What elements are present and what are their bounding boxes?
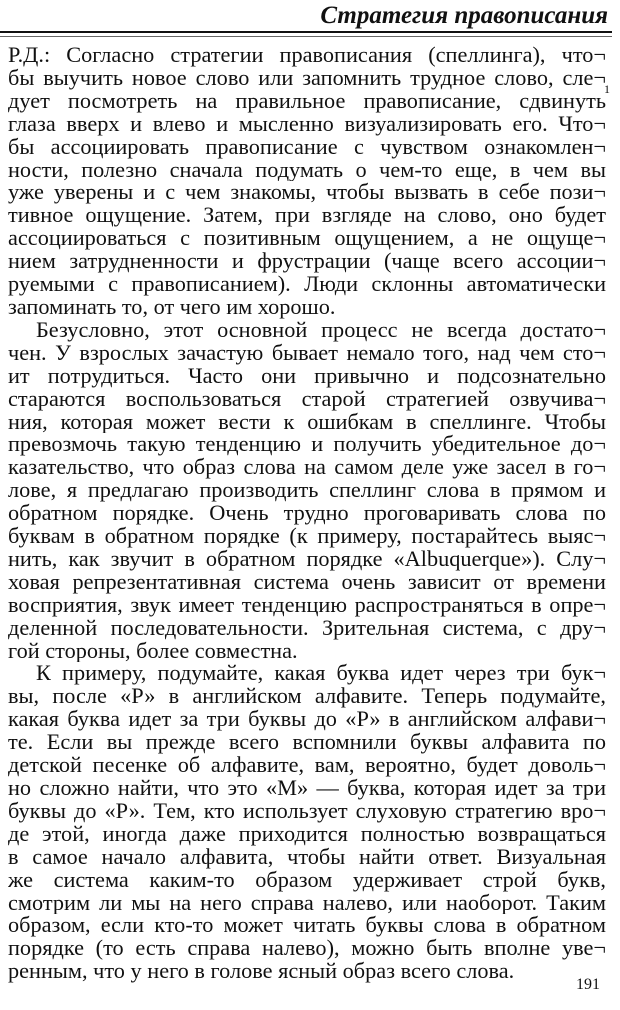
text-line: ховая репрезентативная система очень зависит от времени — [8, 570, 606, 594]
text-line: бы выучить новое слово или запомнить трудное слово, сле¬ — [8, 66, 606, 90]
text-line: деленной последовательности. Зрительная система, с дру¬ — [8, 616, 606, 640]
text-line: ренным, что у него в голове ясный образ всего слова. — [8, 960, 515, 984]
text-line: ния, которая может вести к ошибкам в спеллинге. Чтобы — [8, 410, 606, 434]
text-line: буквам в обратном порядке (к примеру, постарайтесь выяс¬ — [8, 525, 606, 548]
text-line: порядке (то есть справа налево), можно быть вполне уве¬ — [8, 937, 606, 961]
paragraph — [8, 44, 606, 319]
text-line: в самое начало алфавита, чтобы найти ответ. Визуальная — [8, 845, 606, 869]
text-line: чен. У взрослых зачастую бывает немало того, над чем сто¬ — [8, 341, 606, 365]
text-line: де этой, иногда даже приходится полностью возвращаться — [8, 822, 606, 846]
text-line: образом, если кто-то может читать буквы слова в обратном — [8, 914, 606, 938]
text-line: ит потрудиться. Часто они привычно и подсознательно — [8, 364, 606, 388]
text-line: запоминать то, от чего им хорошо. — [8, 295, 336, 319]
header-rule-thin — [0, 36, 612, 37]
text-line: уже уверены и с чем знакомы, чтобы вызвать в себе пози¬ — [8, 181, 606, 205]
text-line: детской песенке об алфавите, вам, вероятно, будет доволь¬ — [8, 754, 606, 777]
text-line: тивное ощущение. Затем, при взгляде на слово, оно будет — [8, 204, 606, 228]
text-line: ности, полезно сначала подумать о чем-то еще, в чем вы — [8, 158, 606, 182]
page-number: 191 — [576, 976, 600, 993]
text-line: стараются воспользоваться старой стратегией озвучива¬ — [8, 387, 606, 411]
text-line: восприятия, звук имеет тенденцию распространяться в опре¬ — [8, 593, 606, 617]
text-line: какая буква идет за три буквы до «Р» в английском алфави¬ — [8, 708, 606, 732]
text-line: дует посмотреть на правильное правописание, сдвинуть — [8, 89, 606, 113]
text-line: К примеру, подумайте, какая буква идет через три бук¬ — [36, 662, 606, 686]
text-line: обратном порядке. Очень трудно проговаривать слова по — [8, 502, 606, 526]
paragraph — [8, 319, 606, 663]
text-line: смотрим ли мы на него справа налево, или наоборот. Таким — [8, 891, 606, 915]
running-head-title: Стратегия правописания — [320, 2, 608, 29]
text-line: лове, я предлагаю производить спеллинг слова в прямом и — [8, 479, 606, 503]
body-text — [8, 44, 606, 983]
text-line: вы, после «Р» в английском алфавите. Теперь подумайте, — [8, 685, 606, 709]
margin-note: 1 — [604, 82, 610, 96]
text-line: бы ассоциировать правописание с чувством ознакомлен¬ — [8, 135, 606, 159]
text-line: Р.Д.: Согласно стратегии правописания (спеллинга), что¬ — [8, 44, 606, 67]
text-line: казательство, что образ слова на самом деле уже засел в го¬ — [8, 456, 606, 480]
text-line: нием затрудненности и фрустрации (чаще всего ассоции¬ — [8, 250, 606, 274]
text-line: же система каким-то образом удерживает строй букв, — [8, 868, 606, 892]
text-line: Безусловно, этот основной процесс не всегда достато¬ — [36, 318, 606, 342]
text-line: руемыми с правописанием). Люди склонны автоматически — [8, 273, 606, 296]
text-line: те. Если вы прежде всего вспомнили буквы алфавита по — [8, 731, 606, 755]
header-rule — [0, 31, 612, 33]
text-line: гой стороны, более совместна. — [8, 639, 298, 663]
text-line: но сложно найти, что это «М» — буква, которая идет за три — [8, 777, 606, 800]
text-line: нить, как звучит в обратном порядке «Albuquerque»). Слу¬ — [8, 547, 606, 571]
text-line: превозмочь такую тенденцию и получить убедительное до¬ — [8, 433, 606, 457]
text-line: ассоциироваться с позитивным ощущением, а не ощуще¬ — [8, 227, 606, 251]
text-line: буквы до «Р». Тем, кто использует слуховую стратегию вро¬ — [8, 799, 606, 823]
text-line: глаза вверх и влево и мысленно визуализировать его. Что¬ — [8, 112, 606, 136]
paragraph — [8, 662, 606, 983]
